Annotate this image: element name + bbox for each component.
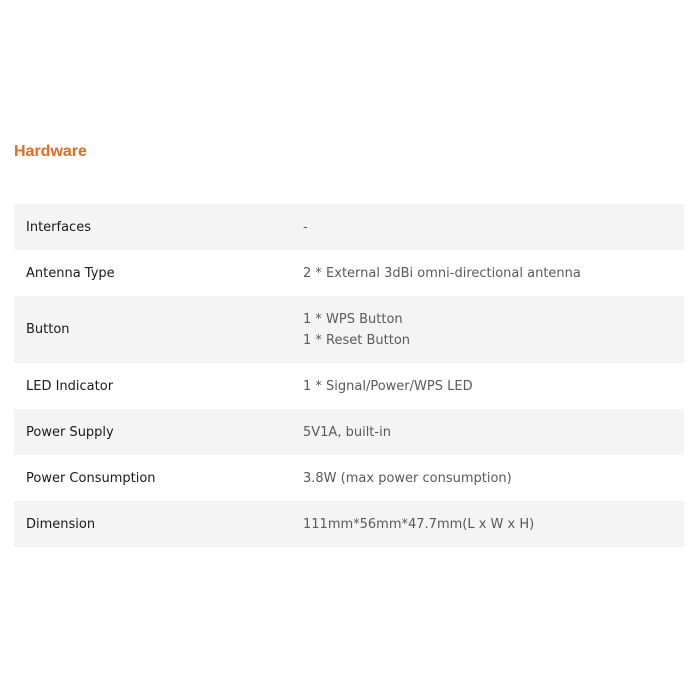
- spec-value-line: -: [303, 219, 308, 235]
- spec-value-line: 3.8W (max power consumption): [303, 470, 512, 486]
- spec-row-power-supply: [14, 409, 684, 455]
- spec-value-line: 2 * External 3dBi omni-directional antenna: [303, 265, 581, 281]
- spec-row-antenna-type: [14, 250, 684, 296]
- spec-value: [303, 263, 684, 284]
- spec-label: Interfaces: [26, 219, 91, 235]
- spec-value: [303, 468, 684, 489]
- spec-value-line: 1 * WPS Button: [303, 311, 403, 327]
- spec-value-line: 1 * Reset Button: [303, 332, 411, 348]
- spec-value: [303, 217, 684, 238]
- spec-value: [303, 309, 684, 351]
- spec-row-led-indicator: [14, 363, 684, 409]
- spec-label: Button: [26, 322, 70, 337]
- spec-row-dimension: [14, 501, 684, 547]
- spec-label: Power Consumption: [26, 470, 156, 486]
- spec-label: Antenna Type: [26, 265, 115, 281]
- spec-row-button: [14, 296, 684, 363]
- spec-label: Power Supply: [26, 424, 114, 440]
- spec-value: [303, 376, 684, 397]
- spec-value-line: 5V1A, built-in: [303, 424, 391, 440]
- spec-row-interfaces: [14, 204, 684, 250]
- spec-value-line: 1 * Signal/Power/WPS LED: [303, 378, 473, 394]
- spec-label: LED Indicator: [26, 378, 114, 394]
- spec-value-line: 111mm*56mm*47.7mm(L x W x H): [303, 516, 535, 532]
- spec-row-power-consumption: [14, 455, 684, 501]
- spec-label: Dimension: [26, 516, 96, 532]
- spec-value: [303, 422, 684, 443]
- spec-table: [14, 204, 684, 547]
- section-title: Hardware: [14, 143, 87, 160]
- spec-value: [303, 514, 684, 535]
